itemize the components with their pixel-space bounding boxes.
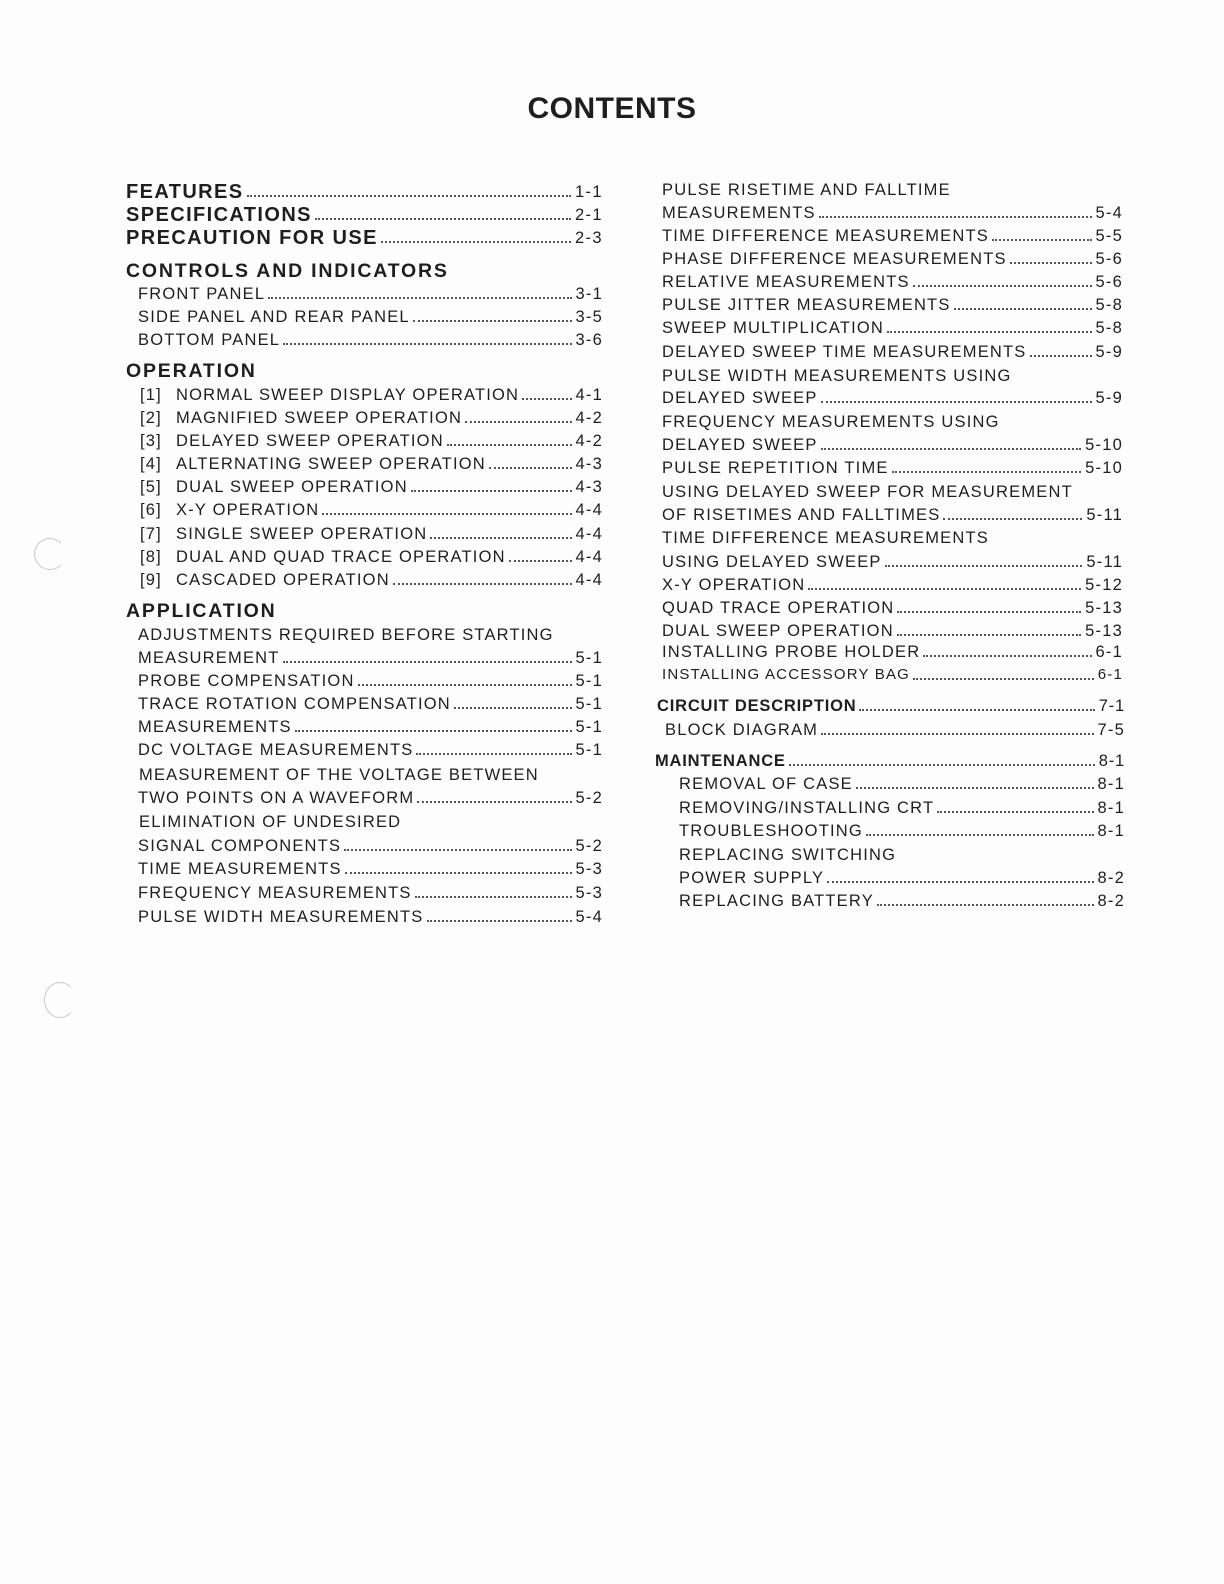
toc-entry-label: RELATIVE MEASUREMENTS xyxy=(662,273,910,291)
leader-dots xyxy=(859,709,1094,711)
leader-dots xyxy=(892,471,1082,473)
leader-dots xyxy=(509,560,572,562)
toc-entry-page: 2-1 xyxy=(574,206,603,224)
toc-entry-label: FRONT PANEL xyxy=(138,285,266,303)
leader-dots xyxy=(992,239,1092,241)
leader-dots xyxy=(416,753,571,755)
toc-entry-page: 5-11 xyxy=(1086,506,1123,524)
toc-entry-label: DUAL AND QUAD TRACE OPERATION xyxy=(176,548,506,566)
page-title: CONTENTS xyxy=(527,92,697,125)
toc-entry-page: 5-4 xyxy=(1095,204,1123,222)
toc-entry-page: 2-3 xyxy=(574,229,603,247)
toc-entry-precaution[interactable] xyxy=(126,228,603,248)
toc-entry-label: NORMAL SWEEP DISPLAY OPERATION xyxy=(176,386,520,404)
toc-entry-label: SINGLE SWEEP OPERATION xyxy=(176,525,428,543)
toc-entry-label: FEATURES xyxy=(126,181,244,203)
toc-entry-label: TIME DIFFERENCE MEASUREMENTS xyxy=(662,227,989,245)
toc-entry-page: 5-10 xyxy=(1085,436,1123,454)
toc-entry-page: 7-1 xyxy=(1098,697,1125,715)
toc-entry-page: 3-6 xyxy=(575,331,603,349)
toc-entry-label: PROBE COMPENSATION xyxy=(138,672,355,690)
leader-dots xyxy=(821,733,1093,735)
leader-dots xyxy=(345,872,572,874)
toc-entry-trace-rotation[interactable] xyxy=(138,694,603,714)
toc-entry-page: 5-3 xyxy=(575,860,603,878)
toc-entry-label: MAGNIFIED SWEEP OPERATION xyxy=(176,409,463,427)
leader-dots xyxy=(344,849,571,851)
leader-dots xyxy=(393,583,572,585)
toc-entry-sweep-multiplication[interactable] xyxy=(662,318,1123,338)
toc-entry-label: QUAD TRACE OPERATION xyxy=(662,599,895,617)
toc-entry-operation-4[interactable] xyxy=(140,454,603,474)
toc-entry-label: DELAYED SWEEP xyxy=(662,389,818,407)
leader-dots xyxy=(1030,355,1092,357)
toc-entry-label: ALTERNATING SWEEP OPERATION xyxy=(176,455,486,473)
toc-entry-label: DELAYED SWEEP OPERATION xyxy=(176,432,444,450)
leader-dots xyxy=(283,343,571,345)
toc-entry-label: SWEEP MULTIPLICATION xyxy=(662,319,885,337)
toc-entry-relative[interactable] xyxy=(662,272,1123,292)
toc-entry-label: OF RISETIMES AND FALLTIMES xyxy=(662,506,941,524)
toc-entry-time-difference[interactable] xyxy=(662,226,1123,246)
toc-entry-dc-voltage[interactable] xyxy=(138,740,603,760)
toc-entry-page: 5-2 xyxy=(575,789,603,807)
toc-entry-operation-9[interactable] xyxy=(140,570,603,590)
toc-entry-number: [7] xyxy=(140,525,162,543)
toc-entry-voltage-line1: MEASUREMENT OF THE VOLTAGE BETWEEN xyxy=(139,766,539,784)
leader-dots xyxy=(897,611,1081,613)
leader-dots xyxy=(427,920,572,922)
toc-entry-page: 5-8 xyxy=(1095,296,1123,314)
toc-entry-frequency-using[interactable] xyxy=(662,435,1123,455)
toc-entry-page: 4-2 xyxy=(575,409,603,427)
toc-entry-label: TROUBLESHOOTING xyxy=(679,822,863,840)
toc-entry-frequency-measurements[interactable] xyxy=(138,883,603,903)
toc-entry-page: 5-10 xyxy=(1085,459,1123,477)
toc-entry-pulse-repetition[interactable] xyxy=(662,458,1123,478)
leader-dots xyxy=(808,588,1081,590)
toc-entry-label: MEASUREMENTS xyxy=(662,204,816,222)
toc-entry-using-delayed-line1: USING DELAYED SWEEP FOR MEASUREMENT xyxy=(662,483,1073,501)
toc-entry-page: 5-11 xyxy=(1086,553,1123,571)
toc-entry-page: 6-1 xyxy=(1097,666,1123,683)
toc-entry-page: 5-12 xyxy=(1085,576,1123,594)
toc-entry-time-diff-using-line1: TIME DIFFERENCE MEASUREMENTS xyxy=(662,529,989,547)
leader-dots xyxy=(358,684,572,686)
toc-entry-operation-3[interactable] xyxy=(140,431,603,451)
toc-entry-page: 4-1 xyxy=(575,386,603,404)
toc-entry-adjustments-line1: ADJUSTMENTS REQUIRED BEFORE STARTING xyxy=(138,626,554,644)
toc-entry-risetime-line1: PULSE RISETIME AND FALLTIME xyxy=(662,181,951,199)
toc-entry-label: TRACE ROTATION COMPENSATION xyxy=(138,695,451,713)
toc-entry-page: 5-8 xyxy=(1095,319,1123,337)
toc-entry-label: REMOVING/INSTALLING CRT xyxy=(679,799,935,817)
toc-entry-bottom-panel[interactable] xyxy=(138,330,603,350)
toc-entry-page: 8-2 xyxy=(1097,892,1125,910)
leader-dots xyxy=(447,444,572,446)
leader-dots xyxy=(887,331,1092,333)
toc-entry-probe-compensation[interactable] xyxy=(138,671,603,691)
toc-entry-side-rear-panel[interactable] xyxy=(138,307,603,327)
toc-entry-time-diff-using[interactable] xyxy=(662,552,1123,572)
leader-dots xyxy=(381,241,571,243)
section-heading-operation: OPERATION xyxy=(126,360,257,382)
toc-entry-page: 5-2 xyxy=(575,837,603,855)
leader-dots xyxy=(465,421,571,423)
leader-dots xyxy=(789,764,1095,766)
toc-entry-label: BLOCK DIAGRAM xyxy=(665,721,819,739)
toc-entry-label: CASCADED OPERATION xyxy=(176,571,390,589)
toc-entry-page: 5-1 xyxy=(575,741,603,759)
toc-entry-operation-5[interactable] xyxy=(140,477,603,497)
toc-entry-page: 8-1 xyxy=(1098,752,1125,770)
toc-entry-label: X-Y OPERATION xyxy=(662,576,806,594)
toc-entry-page: 5-1 xyxy=(575,649,603,667)
toc-entry-page: 8-1 xyxy=(1097,799,1125,817)
toc-entry-label: REMOVAL OF CASE xyxy=(679,775,853,793)
toc-entry-operation-6[interactable] xyxy=(140,500,603,520)
toc-entry-risetime[interactable] xyxy=(662,203,1123,223)
leader-dots xyxy=(268,297,571,299)
leader-dots xyxy=(866,834,1094,836)
leader-dots xyxy=(1010,262,1092,264)
toc-entry-front-panel[interactable] xyxy=(138,284,603,304)
toc-entry-page: 4-4 xyxy=(575,571,603,589)
toc-entry-page: 5-1 xyxy=(575,672,603,690)
leader-dots xyxy=(885,565,1083,567)
toc-entry-label: FREQUENCY MEASUREMENTS xyxy=(138,884,412,902)
toc-entry-operation-2[interactable] xyxy=(140,408,603,428)
toc-entry-circuit-description[interactable] xyxy=(657,696,1125,716)
toc-entry-page: 5-6 xyxy=(1095,250,1123,268)
toc-entry-label: MAINTENANCE xyxy=(655,752,786,770)
toc-entry-number: [2] xyxy=(140,409,162,427)
toc-entry-operation-7[interactable] xyxy=(140,524,603,544)
toc-entry-label: CIRCUIT DESCRIPTION xyxy=(657,697,857,715)
toc-entry-page: 4-4 xyxy=(575,525,603,543)
toc-entry-label: PULSE REPETITION TIME xyxy=(662,459,889,477)
toc-entry-label: PULSE WIDTH MEASUREMENTS xyxy=(138,908,424,926)
toc-entry-page: 5-5 xyxy=(1095,227,1123,245)
toc-entry-page: 4-3 xyxy=(575,455,603,473)
leader-dots xyxy=(417,801,571,803)
toc-entry-elimination-line1: ELIMINATION OF UNDESIRED xyxy=(139,813,402,831)
leader-dots xyxy=(522,398,571,400)
toc-entry-operation-8[interactable] xyxy=(140,547,603,567)
toc-entry-label: PRECAUTION FOR USE xyxy=(126,227,378,249)
toc-entry-label: MEASUREMENT xyxy=(138,649,280,667)
toc-entry-pulse-width-using[interactable] xyxy=(662,388,1123,408)
toc-entry-signal-components[interactable] xyxy=(138,836,603,856)
section-heading-controls: CONTROLS AND INDICATORS xyxy=(126,260,449,282)
toc-entry-label: TWO POINTS ON A WAVEFORM xyxy=(138,789,415,807)
toc-entry-label: BOTTOM PANEL xyxy=(138,331,281,349)
toc-entry-page: 5-4 xyxy=(575,908,603,926)
leader-dots xyxy=(315,218,571,220)
toc-entry-label: INSTALLING PROBE HOLDER xyxy=(662,643,921,661)
toc-entry-label: DELAYED SWEEP xyxy=(662,436,818,454)
toc-entry-label: SPECIFICATIONS xyxy=(126,204,312,226)
leader-dots xyxy=(821,401,1092,403)
toc-entry-time-measurements[interactable] xyxy=(138,859,603,879)
toc-entry-page: 7-5 xyxy=(1097,721,1125,739)
toc-entry-number: [4] xyxy=(140,455,162,473)
toc-entry-voltage-between[interactable] xyxy=(138,788,603,808)
toc-entry-xy-operation[interactable] xyxy=(662,575,1123,595)
leader-dots xyxy=(430,537,571,539)
toc-entry-page: 4-3 xyxy=(575,478,603,496)
toc-entry-features[interactable] xyxy=(126,182,603,202)
leader-dots xyxy=(247,195,571,197)
toc-entry-label: REPLACING BATTERY xyxy=(679,892,874,910)
toc-entry-page: 4-4 xyxy=(575,501,603,519)
toc-entry-accessory-bag[interactable] xyxy=(662,665,1123,685)
section-heading-application: APPLICATION xyxy=(126,600,277,622)
toc-entry-label: INSTALLING ACCESSORY BAG xyxy=(662,666,911,683)
toc-entry-label: DC VOLTAGE MEASUREMENTS xyxy=(138,741,414,759)
leader-dots xyxy=(913,285,1092,287)
toc-entry-probe-holder[interactable] xyxy=(662,642,1123,662)
margin-hole-mark xyxy=(44,982,76,1018)
toc-entry-switching-power-supply[interactable] xyxy=(679,868,1125,888)
toc-entry-block-diagram[interactable] xyxy=(665,720,1125,740)
leader-dots xyxy=(454,707,572,709)
leader-dots xyxy=(415,896,572,898)
toc-entry-page: 6-1 xyxy=(1095,643,1123,661)
leader-dots xyxy=(819,216,1092,218)
toc-entry-page: 4-2 xyxy=(575,432,603,450)
toc-entry-label: MEASUREMENTS xyxy=(138,718,292,736)
toc-entry-number: [9] xyxy=(140,571,162,589)
toc-entry-troubleshooting[interactable] xyxy=(679,821,1125,841)
toc-entry-page: 5-13 xyxy=(1085,599,1123,617)
leader-dots xyxy=(937,811,1093,813)
leader-dots xyxy=(322,513,571,515)
toc-entry-number: [6] xyxy=(140,501,162,519)
toc-entry-page: 1-1 xyxy=(574,183,603,201)
toc-entry-label: DUAL SWEEP OPERATION xyxy=(176,478,408,496)
toc-entry-quad-trace[interactable] xyxy=(662,598,1123,618)
toc-entry-label: DUAL SWEEP OPERATION xyxy=(662,622,894,640)
toc-entry-operation-1[interactable] xyxy=(140,385,603,405)
toc-entry-page: 4-4 xyxy=(575,548,603,566)
leader-dots xyxy=(821,448,1082,450)
toc-entry-delayed-sweep-time[interactable] xyxy=(662,342,1123,362)
toc-entry-adjustments[interactable] xyxy=(138,648,603,668)
leader-dots xyxy=(954,308,1092,310)
leader-dots xyxy=(283,661,572,663)
leader-dots xyxy=(411,490,572,492)
leader-dots xyxy=(913,678,1094,680)
toc-entry-page: 5-9 xyxy=(1095,343,1123,361)
leader-dots xyxy=(923,655,1091,657)
leader-dots xyxy=(413,320,572,322)
toc-entry-measurements[interactable] xyxy=(138,717,603,737)
toc-entry-label: DELAYED SWEEP TIME MEASUREMENTS xyxy=(662,343,1027,361)
toc-entry-pulse-jitter[interactable] xyxy=(662,295,1123,315)
toc-entry-page: 3-1 xyxy=(575,285,603,303)
toc-entry-label: USING DELAYED SWEEP xyxy=(662,553,882,571)
toc-entry-page: 8-1 xyxy=(1097,822,1125,840)
toc-entry-crt[interactable] xyxy=(679,798,1125,818)
toc-entry-page: 3-5 xyxy=(575,308,603,326)
leader-dots xyxy=(295,730,572,732)
toc-entry-page: 5-6 xyxy=(1095,273,1123,291)
toc-entry-page: 5-1 xyxy=(575,718,603,736)
leader-dots xyxy=(489,467,572,469)
toc-entry-frequency-using-line1: FREQUENCY MEASUREMENTS USING xyxy=(662,413,1000,431)
toc-entry-label: TIME MEASUREMENTS xyxy=(138,860,342,878)
toc-entry-risetimes-falltimes[interactable] xyxy=(662,505,1123,525)
toc-entry-page: 8-2 xyxy=(1097,869,1125,887)
toc-entry-phase-difference[interactable] xyxy=(662,249,1123,269)
toc-entry-maintenance[interactable] xyxy=(655,751,1125,771)
toc-entry-page: 8-1 xyxy=(1097,775,1125,793)
leader-dots xyxy=(856,787,1094,789)
toc-entry-page: 5-3 xyxy=(575,884,603,902)
leader-dots xyxy=(897,634,1081,636)
toc-entry-label: X-Y OPERATION xyxy=(176,501,320,519)
toc-entry-page: 5-13 xyxy=(1085,622,1123,640)
toc-entry-page: 5-9 xyxy=(1095,389,1123,407)
toc-entry-label: PHASE DIFFERENCE MEASUREMENTS xyxy=(662,250,1007,268)
leader-dots xyxy=(877,904,1094,906)
toc-entry-pulse-width[interactable] xyxy=(138,907,603,927)
toc-entry-label: POWER SUPPLY xyxy=(679,869,825,887)
toc-entry-specifications[interactable] xyxy=(126,205,603,225)
toc-entry-dual-sweep[interactable] xyxy=(662,621,1123,641)
margin-hole-mark xyxy=(34,538,66,570)
toc-entry-removal-of-case[interactable] xyxy=(679,774,1125,794)
leader-dots xyxy=(943,518,1082,520)
toc-entry-pulse-width-using-line1: PULSE WIDTH MEASUREMENTS USING xyxy=(662,367,1012,385)
toc-entry-number: [5] xyxy=(140,478,162,496)
toc-entry-number: [1] xyxy=(140,386,162,404)
toc-entry-switching-line1: REPLACING SWITCHING xyxy=(679,846,897,864)
toc-entry-number: [3] xyxy=(140,432,162,450)
toc-entry-battery[interactable] xyxy=(679,891,1125,911)
leader-dots xyxy=(827,881,1093,883)
toc-entry-number: [8] xyxy=(140,548,162,566)
toc-entry-page: 5-1 xyxy=(575,695,603,713)
toc-entry-label: SIGNAL COMPONENTS xyxy=(138,837,342,855)
toc-entry-label: PULSE JITTER MEASUREMENTS xyxy=(662,296,951,314)
toc-entry-label: SIDE PANEL AND REAR PANEL xyxy=(138,308,410,326)
